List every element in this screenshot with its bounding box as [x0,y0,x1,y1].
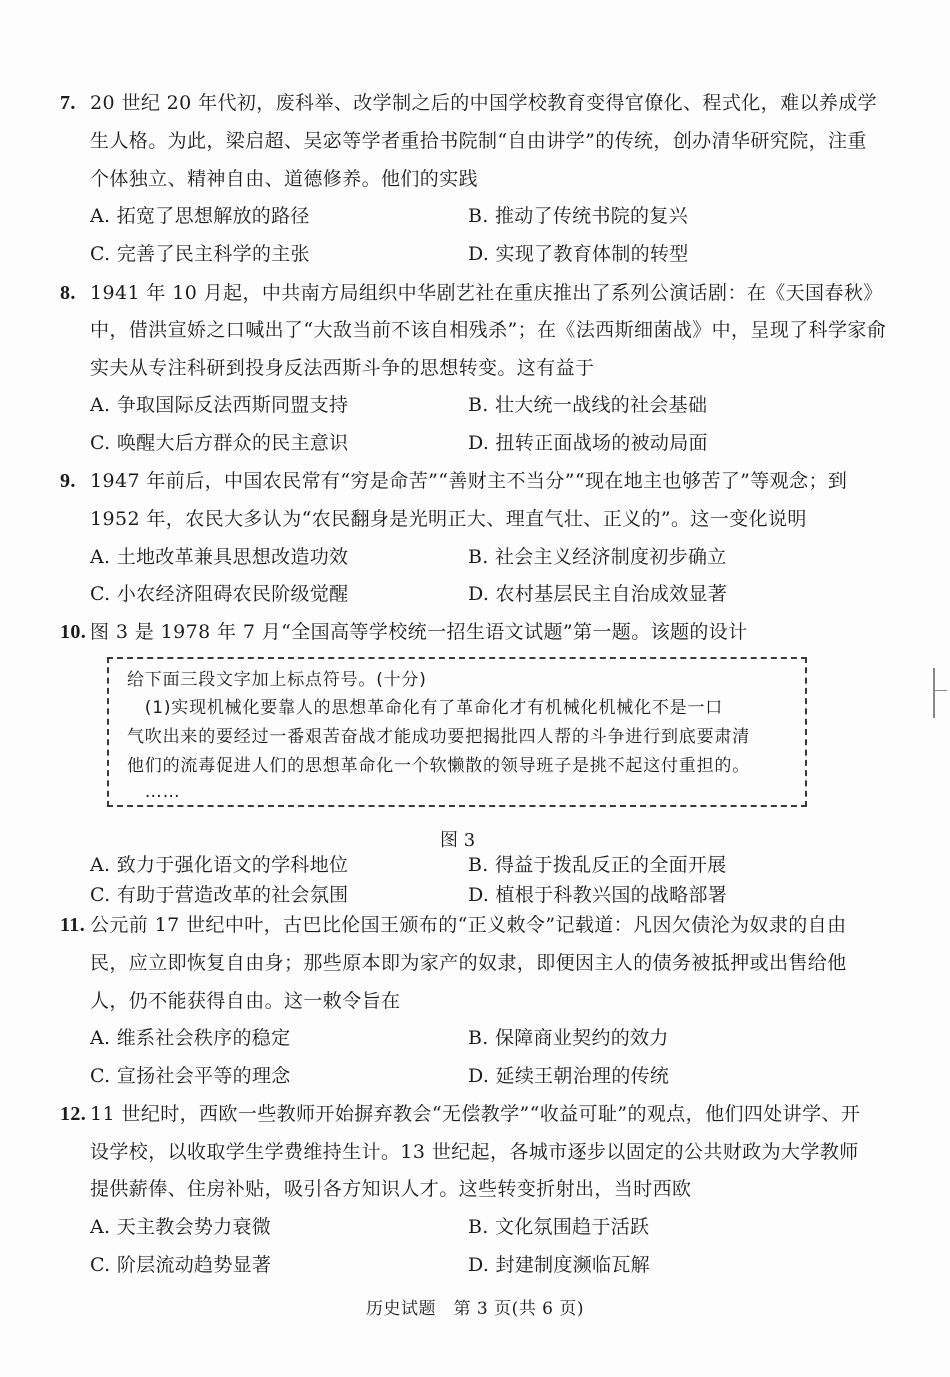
question-text-line: 个体独立、精神自由、道德修养。他们的实践 [90,168,479,190]
question-number: 8. [60,282,76,304]
figure-box-line: 他们的流毒促进人们的思想革命化一个软懒散的领导班子是挑不起这付重担的。 [127,756,750,776]
figure-box-line: 气吹出来的要经过一番艰苦奋战才能成功要把揭批四人帮的斗争进行到底要肃清 [127,727,750,747]
option-c: C. 完善了民主科学的主张 [90,243,310,265]
figure-box-line: 给下面三段文字加上标点符号。(十分) [127,670,427,690]
figure-3-exam-box [107,657,807,807]
question-text-line: 1941 年 10 月起，中共南方局组织中华剧艺社在重庆推出了系列公演话剧：在《天国春秋》 [90,282,883,304]
option-a: A. 土地改革兼具思想改造功效 [90,546,349,568]
question-text-line: 20 世纪 20 年代初，废科举、改学制之后的中国学校教育变得官僚化、程式化，难以养成学 [90,92,878,114]
question-text-line: 中，借洪宣娇之口喊出了“大敌当前不该自相残杀”；在《法西斯细菌战》中，呈现了科学家俞 [90,319,887,341]
option-c: C. 小农经济阻碍农民阶级觉醒 [90,583,349,605]
question-text-line: 图 3 是 1978 年 7 月“全国高等学校统一招生语文试题”第一题。该题的设计 [90,621,748,643]
question-text-line: 实夫从专注科研到投身反法西斯斗争的思想转变。这有益于 [90,357,595,379]
scan-edge-mark [933,668,935,718]
question-text-line: 提供薪俸、住房补贴，吸引各方知识人才。这些转变折射出，当时西欧 [90,1178,692,1200]
question-number: 10. [60,621,87,643]
option-c: C. 有助于营造改革的社会氛围 [90,884,349,906]
option-a: A. 致力于强化语文的学科地位 [90,854,349,876]
question-text-line: 设学校，以收取学生学费维持生计。13 世纪起，各城市逐步以固定的公共财政为大学教师 [90,1141,859,1163]
option-a: A. 天主教会势力衰微 [90,1216,272,1238]
option-c: C. 阶层流动趋势显著 [90,1254,272,1276]
option-c: C. 唤醒大后方群众的民主意识 [90,432,349,454]
option-d: D. 实现了教育体制的转型 [468,243,689,265]
figure-caption: 图 3 [440,830,476,851]
option-a: A. 维系社会秩序的稳定 [90,1027,291,1049]
question-number: 12. [60,1103,87,1125]
option-d: D. 封建制度濒临瓦解 [468,1254,650,1276]
question-text-line: 11 世纪时，西欧一些教师开始摒弃教会“无偿教学”“收益可耻”的观点，他们四处讲学、开 [90,1103,861,1125]
page-footer: 历史试题 第 3 页(共 6 页) [365,1299,584,1319]
question-text-line: 1952 年，农民大多认为“农民翻身是光明正大、理直气壮、正义的”。这一变化说明 [90,508,807,530]
option-d: D. 农村基层民主自治成效显著 [468,583,728,605]
option-d: D. 延续王朝治理的传统 [468,1065,670,1087]
question-number: 7. [60,92,76,114]
question-text-line: 公元前 17 世纪中叶，古巴比伦国王颁布的“正义敕令”记载道：凡因欠债沦为奴隶的自由 [90,914,847,936]
option-b: B. 保障商业契约的效力 [468,1027,669,1049]
option-d: D. 植根于科教兴国的战略部署 [468,884,728,906]
question-number: 11. [60,914,86,936]
option-b: B. 壮大统一战线的社会基础 [468,394,708,416]
option-c: C. 宣扬社会平等的理念 [90,1065,291,1087]
question-text-line: 1947 年前后，中国农民常有“穷是命苦”“善财主不当分”“现在地主也够苦了”等观念；到 [90,470,848,492]
scan-edge-mark [933,690,947,691]
option-a: A. 争取国际反法西斯同盟支持 [90,394,349,416]
question-text-line: 民，应立即恢复自由身；那些原本即为家产的奴隶，即便因主人的债务被抵押或出售给他 [90,952,847,974]
option-a: A. 拓宽了思想解放的路径 [90,205,310,227]
figure-box-line: (1)实现机械化要靠人的思想革命化有了革命化才有机械化机械化不是一口 [127,698,724,718]
question-text-line: 人，仍不能获得自由。这一敕令旨在 [90,990,401,1012]
figure-box-line: …… [127,782,181,802]
option-b: B. 社会主义经济制度初步确立 [468,546,727,568]
option-b: B. 推动了传统书院的复兴 [468,205,688,227]
option-d: D. 扭转正面战场的被动局面 [468,432,708,454]
question-number: 9. [60,470,76,492]
option-b: B. 文化氛围趋于活跃 [468,1216,650,1238]
question-text-line: 生人格。为此，梁启超、吴宓等学者重拾书院制“自由讲学”的传统，创办清华研究院，注重 [90,130,867,152]
option-b: B. 得益于拨乱反正的全面开展 [468,854,727,876]
